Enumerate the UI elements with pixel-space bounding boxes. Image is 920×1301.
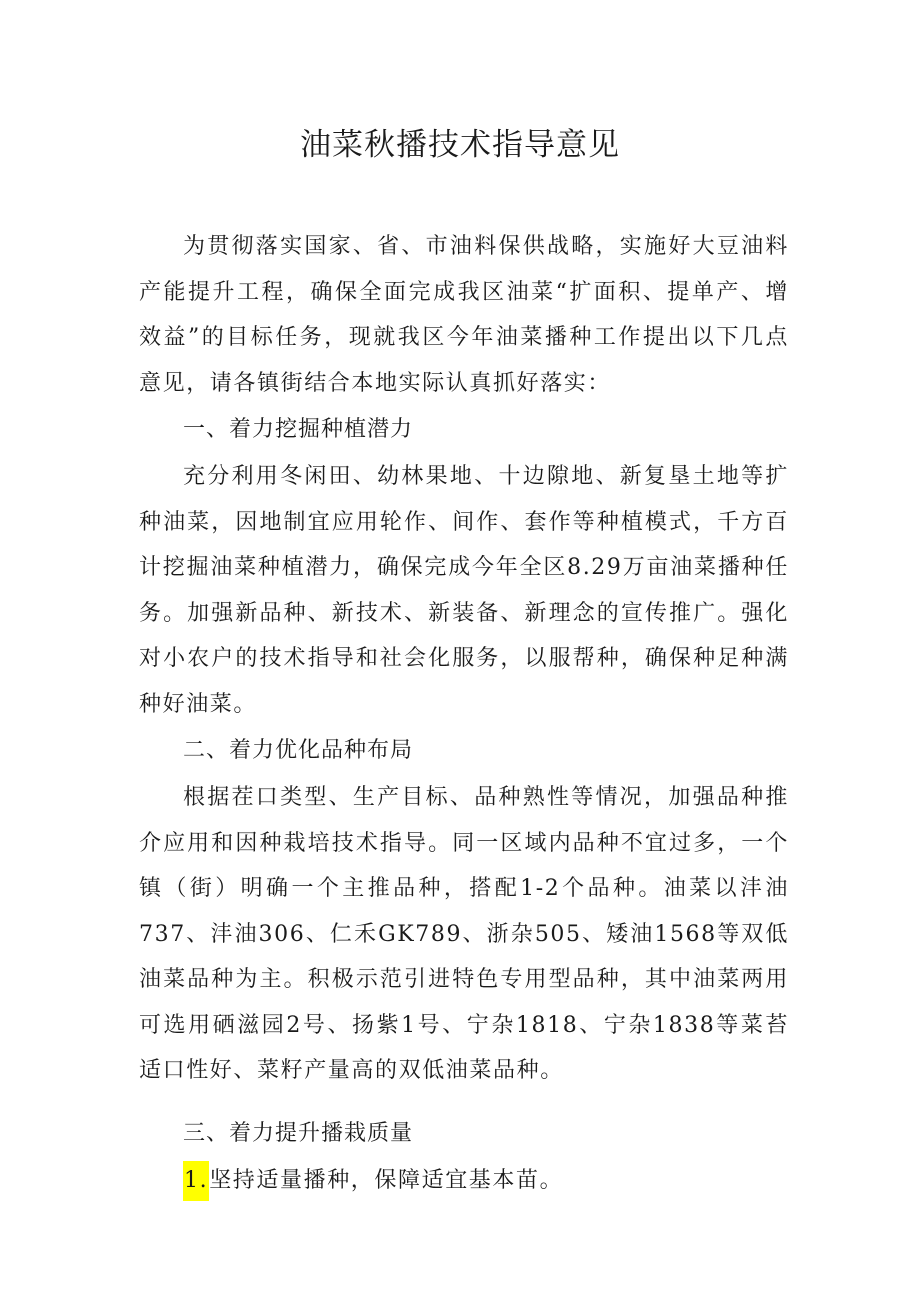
section-body-2: 根据茬口类型、生产目标、品种熟性等情况，加强品种推介应用和因种栽培技术指导。同一区域内品种不宜过多，一个镇（街）明确一个主推品种，搭配1-2个品种。油菜以沣油737、沣油306、仁禾GK789、浙杂505、矮油1568等双低油菜品种为主。积极示范引进特色专用型品种，其中油菜两用可选用硒滋园2号、扬紫1号、宁杂1818、宁杂1838等菜苔适口性好、菜籽产量高的双低油菜品种。	[139, 785, 789, 1083]
highlighted-item-number: 1.	[183, 1161, 209, 1201]
section-heading-2: 二、着力优化品种布局	[183, 738, 414, 763]
document-title: 油菜秋播技术指导意见	[300, 127, 620, 163]
intro-paragraph: 为贯彻落实国家、省、市油料保供战略，实施好大豆油料产能提升工程，确保全面完成我区油菜“扩面积、提单产、增效益”的目标任务，现就我区今年油菜播种工作提出以下几点意见，请各镇街结合本地实际认真抓好落实：	[139, 234, 789, 396]
document-body	[139, 224, 789, 1203]
section-body-1: 充分利用冬闲田、幼林果地、十边隙地、新复垦土地等扩种油菜，因地制宜应用轮作、间作、套作等种植模式，千方百计挖掘油菜种植潜力，确保完成今年全区8.29万亩油菜播种任务。加强新品种、新技术、新装备、新理念的宣传推广。强化对小农户的技术指导和社会化服务，以服帮种，确保种足种满种好油菜。	[139, 464, 789, 717]
section-gap	[139, 1094, 789, 1110]
section-heading-1: 一、着力挖掘种植潜力	[183, 417, 414, 442]
list-item-text: 坚持适量播种，保障适宜基本苗。	[209, 1167, 564, 1193]
list-item-1	[139, 1158, 789, 1204]
section-heading-3: 三、着力提升播栽质量	[183, 1120, 414, 1146]
